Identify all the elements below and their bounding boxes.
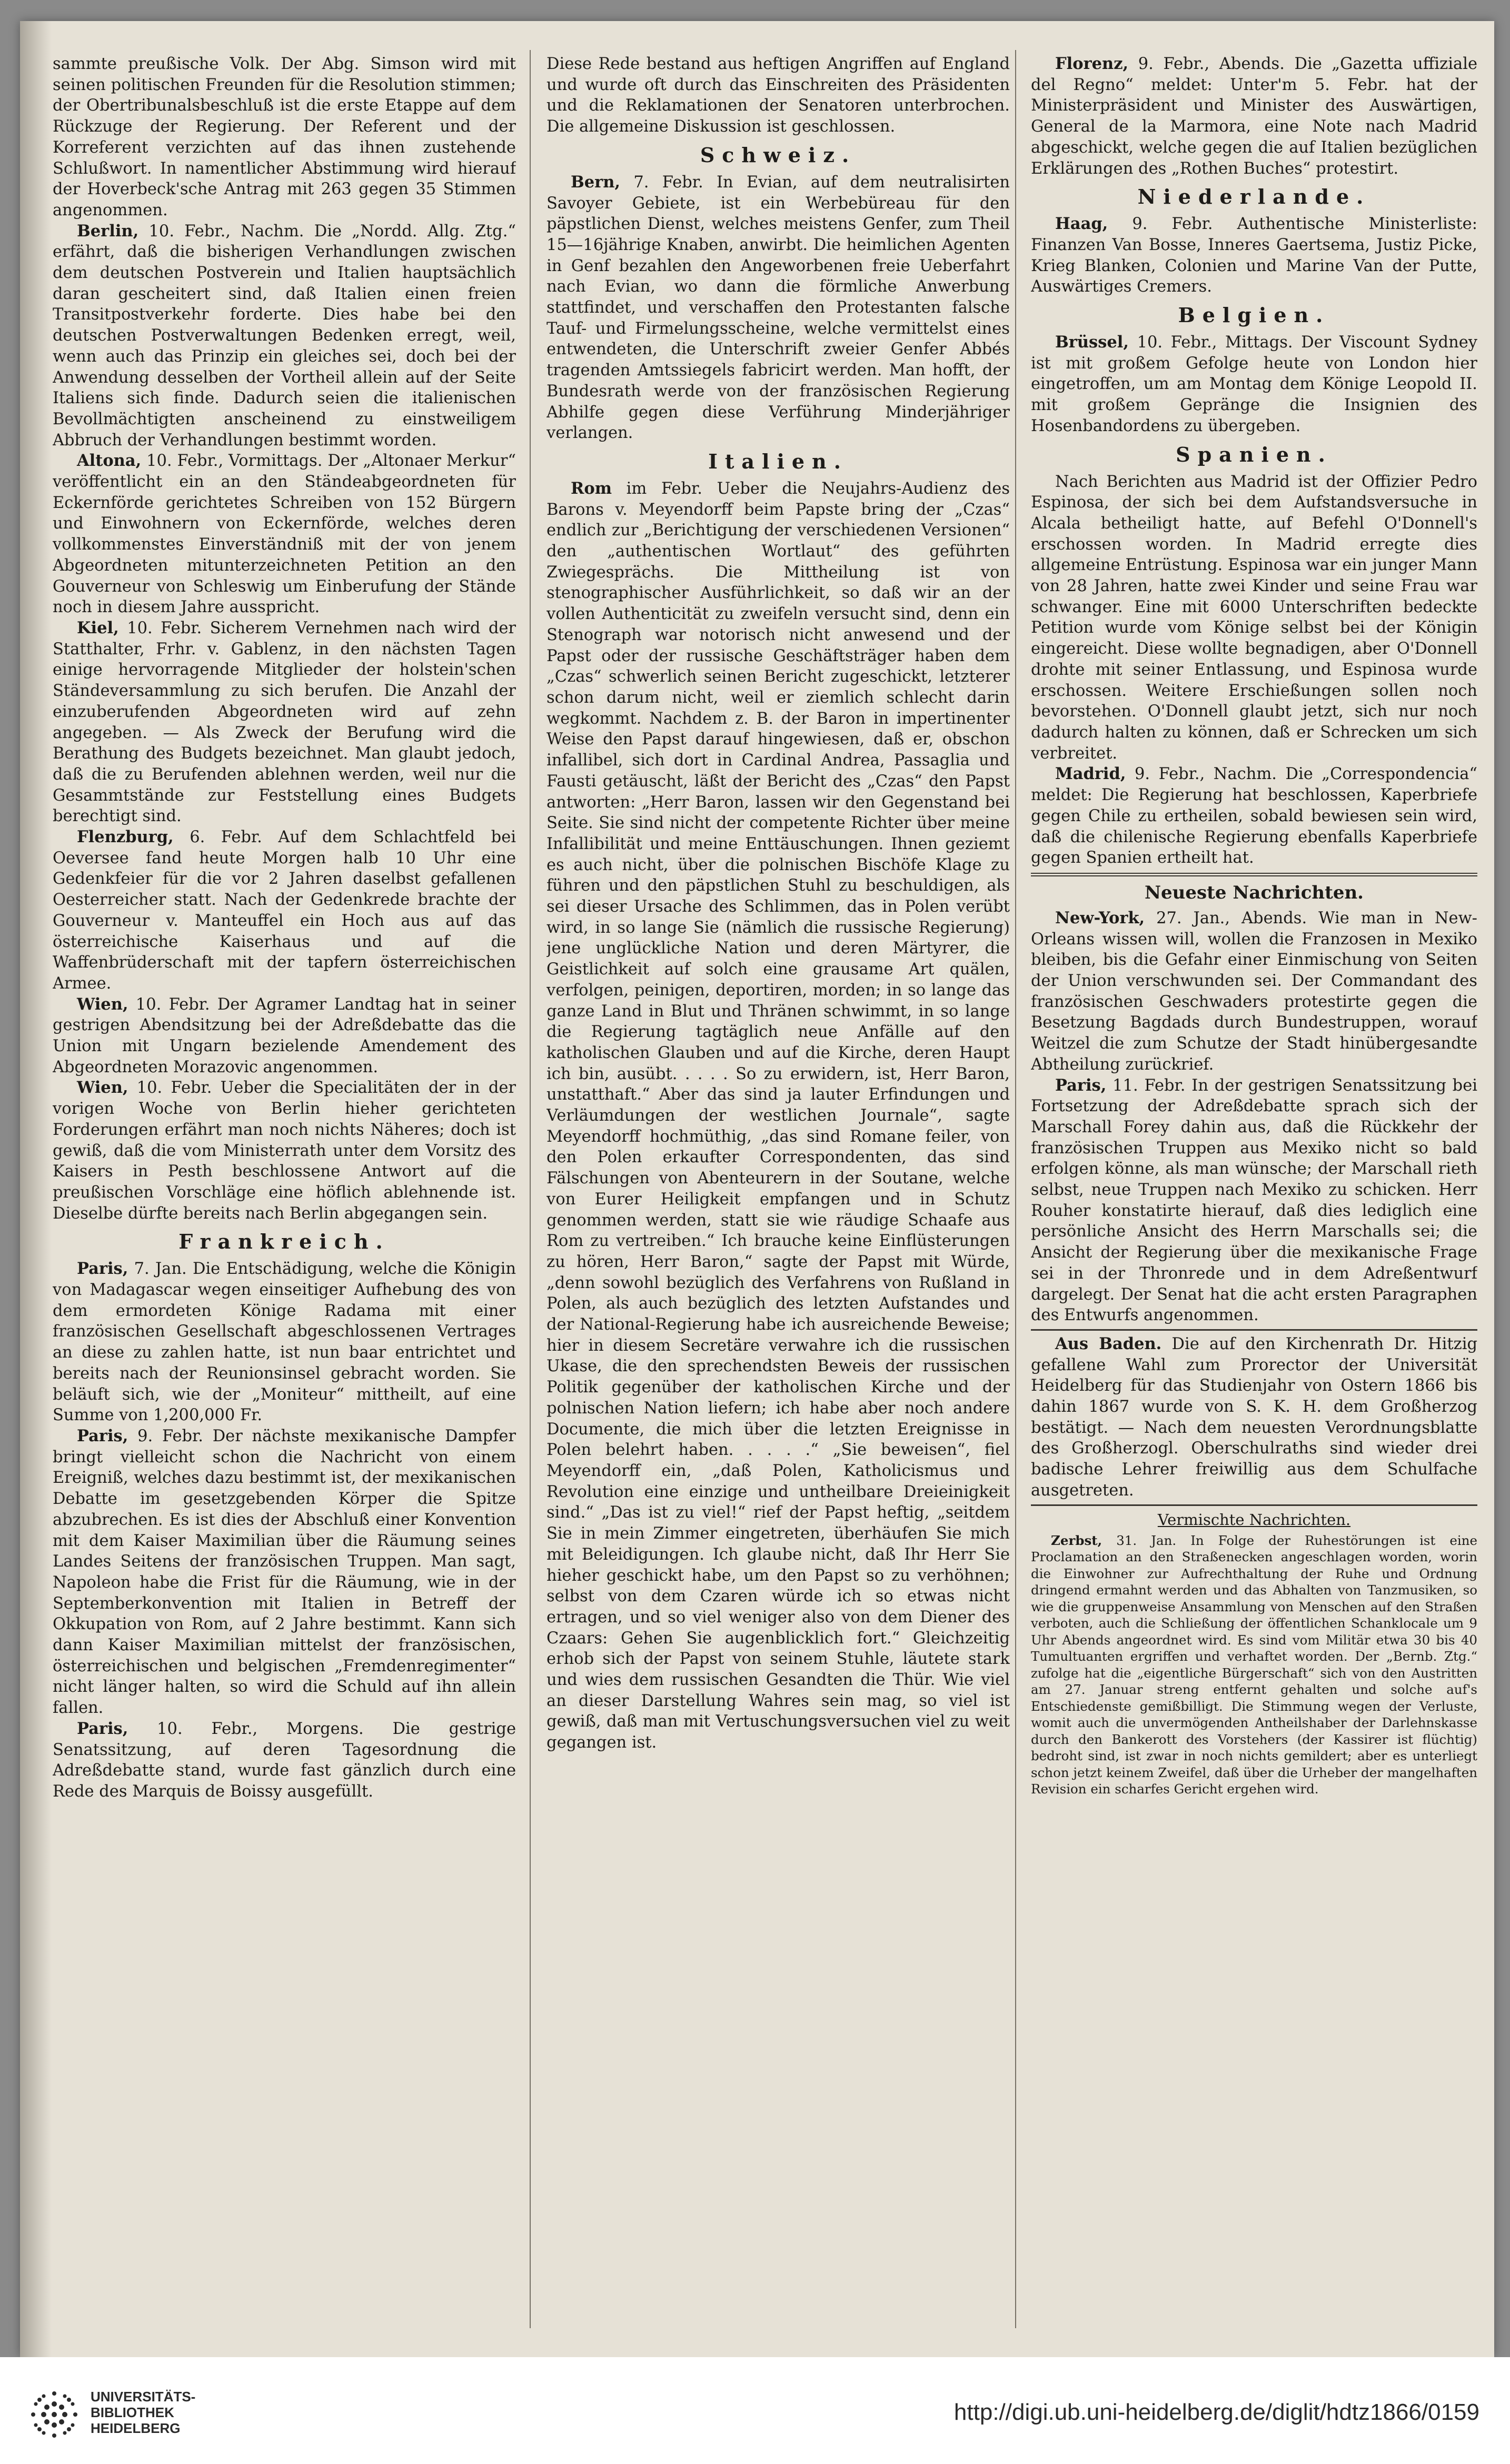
article-text: 9. Febr., Nachm. Die „Correspondencia“ meldet: Die Regierung hat beschlossen, Kaperbriefe gegen Chile zu ertheilen, sobald bewiesen sein wird, daß die chilenische Regierung ebenfalls Kaperbriefe gegen Spanien ertheilt hat. [1031, 765, 1477, 867]
article-florenz [1031, 54, 1477, 179]
article-new-york [1031, 908, 1477, 1075]
article-wien-2 [53, 1078, 516, 1224]
dateline-place: Wien, [77, 994, 128, 1014]
library-name [91, 2389, 249, 2436]
article-rom [547, 478, 1010, 1753]
article-text: 10. Febr. Sicherem Vernehmen nach wird der Statthalter, Frhr. v. Gablenz, in den nächsten Tagen einige hervorragende Mitglieder der holstein'schen Ständeversammlung zu sich berufen. Die Anzahl der einzuberufenden Abgeordneten wird auf zehn angegeben. — Als Zweck der Berufung wird die Berathung des Budgets bezeichnet. Man glaubt jedoch, daß die zu Berufenden ablehnen werden, weil nur die Gesammtstände zur Feststellung eines Budgets berechtigt sind. [53, 619, 516, 826]
column-2 [547, 54, 1010, 2331]
dateline-place: Bern, [571, 172, 621, 192]
section-heading-italien: Italien. [708, 449, 848, 473]
dateline-place: Paris, [77, 1719, 128, 1738]
column-1 [53, 54, 516, 2331]
dateline-place: Brüssel, [1055, 333, 1129, 352]
column-divider [530, 50, 531, 2328]
article-text: 9. Febr. Der nächste mexikanische Dampfer bringt vielleicht schon die Nachricht von einem Ereigniß, welches dazu bestimmt ist, der mexikanischen Debatte im gesetzgebenden Körper die Spitze abzubrechen. Es ist dies der Abschluß einer Konvention mit dem Kaiser Maximilian über die Räumung seines Landes Seitens der französischen Truppen. Man sagt, Napoleon habe die Frist für die Räumung, wie in der Septemberkonvention mit Italien in Betreff der Okkupation von Rom, auf 2 Jahre bestimmt. Kann sich dann Kaiser Maximilian mittelst der französischen, österreichischen und belgischen „Fremdenregimenter“ nicht länger halten, so wird die Schuld auf ihn allein fallen. [53, 1427, 516, 1718]
article-paris-1 [53, 1259, 516, 1426]
article-wien-1 [53, 994, 516, 1078]
article-text: 10. Febr. Ueber die Specialitäten der in der vorigen Woche von Berlin hieher gerichteten Forderungen erfährt man noch nichts Näheres; doch ist gewiß, daß die vom Ministerrath unter dem Vorsitz des Kaisers in Pesth beschlossene Antwort auf die preußischen Vorschläge eine höflich ablehnende ist. Dieselbe dürfte bereits nach Berlin abgegangen sein. [53, 1079, 516, 1223]
article-bruessel [1031, 332, 1477, 437]
article-text: Diese Rede bestand aus heftigen Angriffen auf England und wurde oft durch das Einschreiten des Präsidenten und die Reklamationen der Senatoren unterbrochen. Die allgemeine Diskussion ist geschlossen. [547, 55, 1010, 136]
article-paris-2 [53, 1426, 516, 1719]
article-flenzburg [53, 827, 516, 994]
article-spanien: Nach Berichten aus Madrid ist der Offizier Pedro Espinosa, der sich bei dem Aufstandsversuche in Alcala betheiligt hatte, auf Befehl O'Donnell's erschossen worden. In Madrid erregte dies allgemeine Entrüstung. Espinosa war ein junger Mann von 28 Jahren, hatte zwei Kinder und seine Frau war schwanger. Eine mit 6000 Unterschriften bedeckte Petition wurde vom Könige selbst bei der Königin eingereicht. Diese wollte begnadigen, aber O'Donnell drohte mit seiner Entlassung, und Espinosa wurde erschossen. Weitere Erschießungen sollen noch bevorstehen. O'Donnell glaubt jetzt, sich nur noch dadurch halten zu können, daß er Schrecken um sich verbreitet. [1031, 472, 1477, 763]
source-url-link[interactable]: http://digi.ub.uni-heidelberg.de/diglit/hdtz1866/0159 [953, 2399, 1479, 2425]
dateline-place: Rom [571, 478, 612, 498]
column-3 [1031, 54, 1477, 2331]
section-heading-neueste-nachrichten: Neueste Nachrichten. [1144, 882, 1364, 903]
dateline-place: Berlin, [77, 221, 139, 241]
library-name-line: BIBLIOTHEK [91, 2405, 174, 2420]
article-text: 10. Febr., Vormittags. Der „Altonaer Merkur“ veröffentlicht ein an den Ständeabgeordneten für Eckernförde gerichtetes Schreiben von 152 Bürgern und Einwohnern von Eckernförde, welches deren vollkommenstes Einverständniß mit der von jenem Abgeordneten mitunterzeichneten Petition an den Gouverneur von Schleswig um Einberufung der Stände noch in diesem Jahre ausspricht. [53, 452, 516, 617]
article-text: Die auf den Kirchenrath Dr. Hitzig gefallene Wahl zum Prorector der Universität Heidelberg für das Studienjahr von Ostern 1866 bis dahin 1867 wurde von S. K. H. dem Großherzog bestätigt. — Nach dem neuesten Verordnungsblatte des Großherzogl. Oberschulraths sind wieder drei badische Lehrer freiwillig aus dem Schulfache ausgetreten. [1031, 1334, 1477, 1500]
library-name-line: HEIDELBERG [91, 2420, 181, 2436]
article-bern [547, 172, 1010, 444]
article-text: 10. Febr. Der Agramer Landtag hat in seiner gestrigen Abendsitzung bei der Adreßdebatte das die Union mit Ungarn bezielende Amendement des Abgeordneten Morazovic angenommen. [53, 995, 516, 1076]
article-text: 10. Febr., Morgens. Die gestrige Senatssitzung, auf deren Tagesordnung die Adreßdebatte stand, wurde fast gänzlich durch eine Rede des Marquis de Boissy ausgefüllt. [53, 1719, 516, 1801]
dateline-place: Wien, [77, 1078, 128, 1098]
section-heading-spanien: Spanien. [1176, 442, 1333, 466]
article-text: 9. Febr. Authentische Ministerliste: Finanzen Van Bosse, Inneres Gaertsema, Justiz Picke, Krieg Blanken, Colonien und Marine Van der Putte, Auswärtiges Cremers. [1031, 215, 1477, 296]
dateline-place: Flenzburg, [77, 827, 174, 847]
article-text: 6. Febr. Auf dem Schlachtfeld bei Oeversee fand heute Morgen halb 10 Uhr eine Gedenkfeier für die vor 2 Jahren daselbst gefallenen Oesterreicher statt. Nach der Gedenkrede brachte der Gouverneur v. Manteuffel ein Hoch aus auf das österreichische Kaiserhaus und auf die Waffenbrüderschaft mit der tapfern österreichischen Armee. [53, 828, 516, 993]
article-paris-latest [1031, 1075, 1477, 1326]
article-altona [53, 451, 516, 618]
column-divider [1015, 50, 1016, 2328]
dateline-place: Paris, [1055, 1075, 1107, 1095]
dateline-place: Haag, [1055, 214, 1108, 234]
dateline-place: Altona, [77, 451, 142, 471]
article-text: 11. Febr. In der gestrigen Senatssitzung bei Fortsetzung der Adreßdebatte sprach sich der Marschall Forey dahin aus, daß die Rückkehr der französischen Truppen aus Mexiko nicht so bald erfolgen könne, als man wünsche; der Marschall rieth selbst, neue Truppen nach Mexiko zu schicken. Herr Rouher konstatirte hierauf, daß dies lediglich eine persönliche Ansicht des Herrn Marschalls sei; die Ansicht der Regierung über die mexikanische Frage sei in der Thronrede und in dem Adreßentwurf dargelegt. Der Senat hat die acht ersten Paragraphen des Entwurfs angenommen. [1031, 1076, 1477, 1325]
article-text: 27. Jan., Abends. Wie man in New-Orleans wissen will, wollen die Franzosen in Mexiko bleiben, bis die Gefahr einer Einmischung von Seiten der Union verschwunden sei. Der Commandant des französischen Geschwaders protestirte gegen die Besetzung Bagdads durch Bundestruppen, worauf Weitzel die zum Schutze der Stadt hinübergesandte Abtheilung zurückrief. [1031, 909, 1477, 1074]
article-text: im Febr. Ueber die Neujahrs-Audienz des Barons v. Meyendorff beim Papste bring der „Czas“ endlich zur „Berichtigung der verschiedenen Versionen“ den „authentischen Wortlaut“ des geführten Zwiegesprächs. Die Mittheilung ist von stenographischer Ausführlichkeit, so daß wir an der vollen Authenticität zu zweifeln versucht sind, denn ein Stenograph war notorisch nicht anwesend und der Papst oder der russische Geschäftsträger haben dem „Czas“ schwerlich seinen Bericht zugeschickt, letzterer schon darum nicht, weil er ziemlich schlecht darin wegkommt. Nachdem z. B. der Baron in impertinenter Weise den Papst darauf hingewiesen, daß er, obschon infallibel, sich dort in Cardinal Andrea, Passaglia und Fausti getäuscht, läßt der Bericht des „Czas“ den Papst antworten: „Herr Baron, lassen wir den Gegenstand bei Seite. Sie sind nicht der competente Richter über meine Infallibilität und meine Enttäuschungen. Ihnen geziemt es auch nicht, über die polnischen Bischöfe Klage zu führen und den päpstlichen Stuhl zu beschuldigen, als sei dieser Ursache des Schlimmen, das in Polen verübt wird, in so lange Sie (nämlich die russische Regierung) jene unglückliche Nation und deren Märtyrer, die Geistlichkeit auf solch eine grausame Art quälen, verfolgen, peinigen, deportiren, morden; in so lange das ganze Land in Blut und Thränen schwimmt, in so lange die Regierung tagtäglich neue Anfälle auf den katholischen Glauben und auf die Kirche, deren Haupt ich bin, ausübt. . . . . So zu erwidern, ist, Herr Baron, unstatthaft.“ Aber das sind ja lauter Erfindungen und Verläumdungen der westlichen Journale“, sagte Meyendorff hochmüthig, „das sind Romane feiler, von den Polen erkaufter Correspondenten, das sind Fälschungen von Abenteurern in der Soutane, welche von Eurer Heiligkeit empfangen und in Schutz genommen werden, statt sie wie räudige Schaafe aus Rom zu vertreiben.“ Ich brauche keine Einflüsterungen zu hören, Herr Baron,“ sagte der Papst mit Würde, „denn sowohl bezüglich des Verfahrens von Rußland in Polen, als auch bezüglich des letzten Aufstandes und der National-Regierung habe ich ausreichende Beweise; hier in diesem Secretäre verwahre ich die russischen Ukase, die den sprechendsten Beweis der russischen Politik gegenüber der katholischen Kirche und der polnischen Nation liefern; ich habe aber noch andere Documente, die mich über die letzten Ereignisse in Polen belehrt haben. . . . .“ „Sie beweisen“, fiel Meyendorff ein, „daß Polen, Katholicismus und Revolution eine einzige und untheilbare Dreieinigkeit sind.“ „Das ist zu viel!“ rief der Papst heftig, „seitdem Sie in mein Zimmer eingetreten, überhäufen Sie mich mit Beleidigungen. Ich glaube nicht, daß Ihr Herr Sie hieher geschickt habe, um den Papst so zu verhöhnen; selbst von dem Czaren würde ich so etwas nicht ertragen, und so viel weniger also von dem Diener des Czaars: Gehen Sie augenblicklich fort.“ Gleichzeitig erhob sich der Papst von seinem Stuhle, läutete stark und wies dem russischen Gesandten die Thür. Wie viel an dieser Darstellung Wahres sein mag, so viel ist gewiß, daß man mit Vertuschungsversuchen viel zu weit gegangen ist. [547, 479, 1010, 1752]
article-madrid [1031, 764, 1477, 869]
dateline-place: Paris, [77, 1426, 128, 1445]
dateline-place: Madrid, [1055, 764, 1126, 784]
section-heading-schweiz: Schweiz. [700, 143, 857, 167]
dateline-place: Paris, [77, 1259, 128, 1279]
section-heading-vermischte-nachrichten: Vermischte Nachrichten. [1157, 1510, 1351, 1529]
section-heading-belgien: Belgien. [1178, 303, 1330, 327]
dateline-place: Zerbst, [1051, 1532, 1102, 1548]
article-text: 9. Febr., Abends. Die „Gazetta uffiziale del Regno“ meldet: Unter'm 5. Febr. hat der Ministerpräsident und Minister des Auswärtigen, General de la Marmora, eine Note nach Madrid abgeschickt, welche gegen die auf Italien bezüglichen Erklärungen des „Rothen Buches“ protestirt. [1031, 55, 1477, 178]
library-name-line: UNIVERSITÄTS- [91, 2389, 196, 2405]
article-zerbst [1031, 1532, 1477, 1798]
dateline-place: New-York, [1055, 908, 1145, 927]
article-baden [1031, 1334, 1477, 1501]
article-text: 31. Jan. In Folge der Ruhestörungen ist eine Proclamation an den Straßenecken angeschlagen worden, worin die Einwohner zur Aufrechthaltung der Ruhe und Ordnung dringend ermahnt werden und das Abhalten von Tanzmusiken, so wie die gruppenweise Ansammlung von Menschen auf den Straßen verboten, auch die Schließung der öffentlichen Schanklocale um 9 Uhr Abends angeordnet wird. Es sind vom Militär etwa 30 bis 40 Tumultuanten ergriffen und verhaftet worden. Der „Bernb. Ztg.“ zufolge hat die „eigentliche Bürgerschaft“ sich von den Austritten am 27. Januar streng entfernt gehalten und solche auf's Entschiedenste gemißbilligt. Die Stimmung wegen der Verluste, womit auch die unvermögenden Antheilshaber der Darlehnskasse durch den Bankerott des Vorstehers (der Kassirer ist flüchtig) bedroht sind, ist zwar in noch nichts gemildert; aber es unterliegt schon jetzt keinem Zweifel, daß über die Urheber der mangelhaften Revision ein scharfes Gericht ergehen wird. [1031, 1532, 1477, 1797]
article-paris-3 [53, 1719, 516, 1802]
article-text: sammte preußische Volk. Der Abg. Simson wird mit seinen politischen Freunden für die Resolution stimmen; der Obertribunalsbeschluß ist die erste Etappe auf dem Rückzuge der Regierung. Der Referent und der Korreferent verzichten auf das ihnen zustehende Schlußwort. In namentlicher Abstimmung wird hierauf der Hoverbeck'sche Antrag mit 263 gegen 35 Stimmen angenommen. [53, 55, 516, 220]
dateline-place: Aus Baden. [1055, 1334, 1162, 1353]
section-divider [1031, 1329, 1477, 1331]
section-divider [1031, 873, 1477, 876]
viewer-footer [0, 2357, 1510, 2464]
dateline-place: Kiel, [77, 618, 119, 637]
page-gutter-shadow [20, 21, 52, 2357]
section-heading-frankreich: Frankreich. [178, 1230, 390, 1254]
section-divider [1031, 1504, 1477, 1506]
article-text: 10. Febr., Mittags. Der Viscount Sydney ist mit großem Gefolge heute von London hier eingetroffen, um am Montag dem Könige Leopold II. mit großem Gepränge die Insignien des Hosenbandordens zu übergeben. [1031, 333, 1477, 435]
article-berlin [53, 221, 516, 451]
heidelberg-university-library-logo-icon[interactable] [25, 2386, 83, 2443]
dateline-place: Florenz, [1055, 54, 1129, 73]
article-haag [1031, 214, 1477, 297]
small-print-block [1031, 1532, 1477, 1798]
article-text: 10. Febr., Nachm. Die „Nordd. Allg. Ztg.“ erfährt, daß die bisherigen Verhandlungen zwischen dem deutschen Postverein und Italien hauptsächlich daran gescheitert sind, daß Italien einen freien Transitpostverkehr forderte. Dies habe bei den deutschen Postverwaltungen Bedenken erregt, weil, wenn auch das Prinzip ein gleiches sei, doch bei der Anwendung desselben der Vortheil allein auf der Seite Italiens sich finde. Dadurch seien die italienischen Bevollmächtigten anscheinend zu einstweiligem Abbruch der Verhandlungen bestimmt worden. [53, 222, 516, 450]
newspaper-page [20, 21, 1494, 2357]
article-kiel [53, 618, 516, 827]
section-heading-niederlande: Niederlande. [1137, 185, 1371, 209]
article-text: 7. Febr. In Evian, auf dem neutralisirten Savoyer Gebiete, ist ein Werbebüreau für den päpstlichen Dienst, welches meistens Genfer, zum Theil 15—16jährige Knaben, anwirbt. Die heimlichen Agenten in Genf bezahlen den Angeworbenen freie Ueberfahrt nach Evian, wo dann die förmliche Anwerbung stattfindet, und verschaffen den Protestanten falsche Tauf- und Firmelungsscheine, welche vermittelst eines entwendeten, die Unterschrift zweier Genfer Abbés tragenden Amtssiegels fabricirt werden. Man hofft, der Bundesrath werde von der französischen Regierung Abhilfe gegen diese Verführung Minderjähriger verlangen. [547, 173, 1010, 443]
article-text: 7. Jan. Die Entschädigung, welche die Königin von Madagascar wegen einseitiger Aufhebung des von dem ermordeten Könige Radama mit einer französischen Gesellschaft abgeschlossenen Vertrages an diese zu zahlen hatte, ist nun baar entrichtet und bereits nach der Reunionsinsel gebracht worden. Sie beläuft sich, wie der „Moniteur“ mittheilt, auf eine Summe von 1,200,000 Fr. [53, 1260, 516, 1425]
